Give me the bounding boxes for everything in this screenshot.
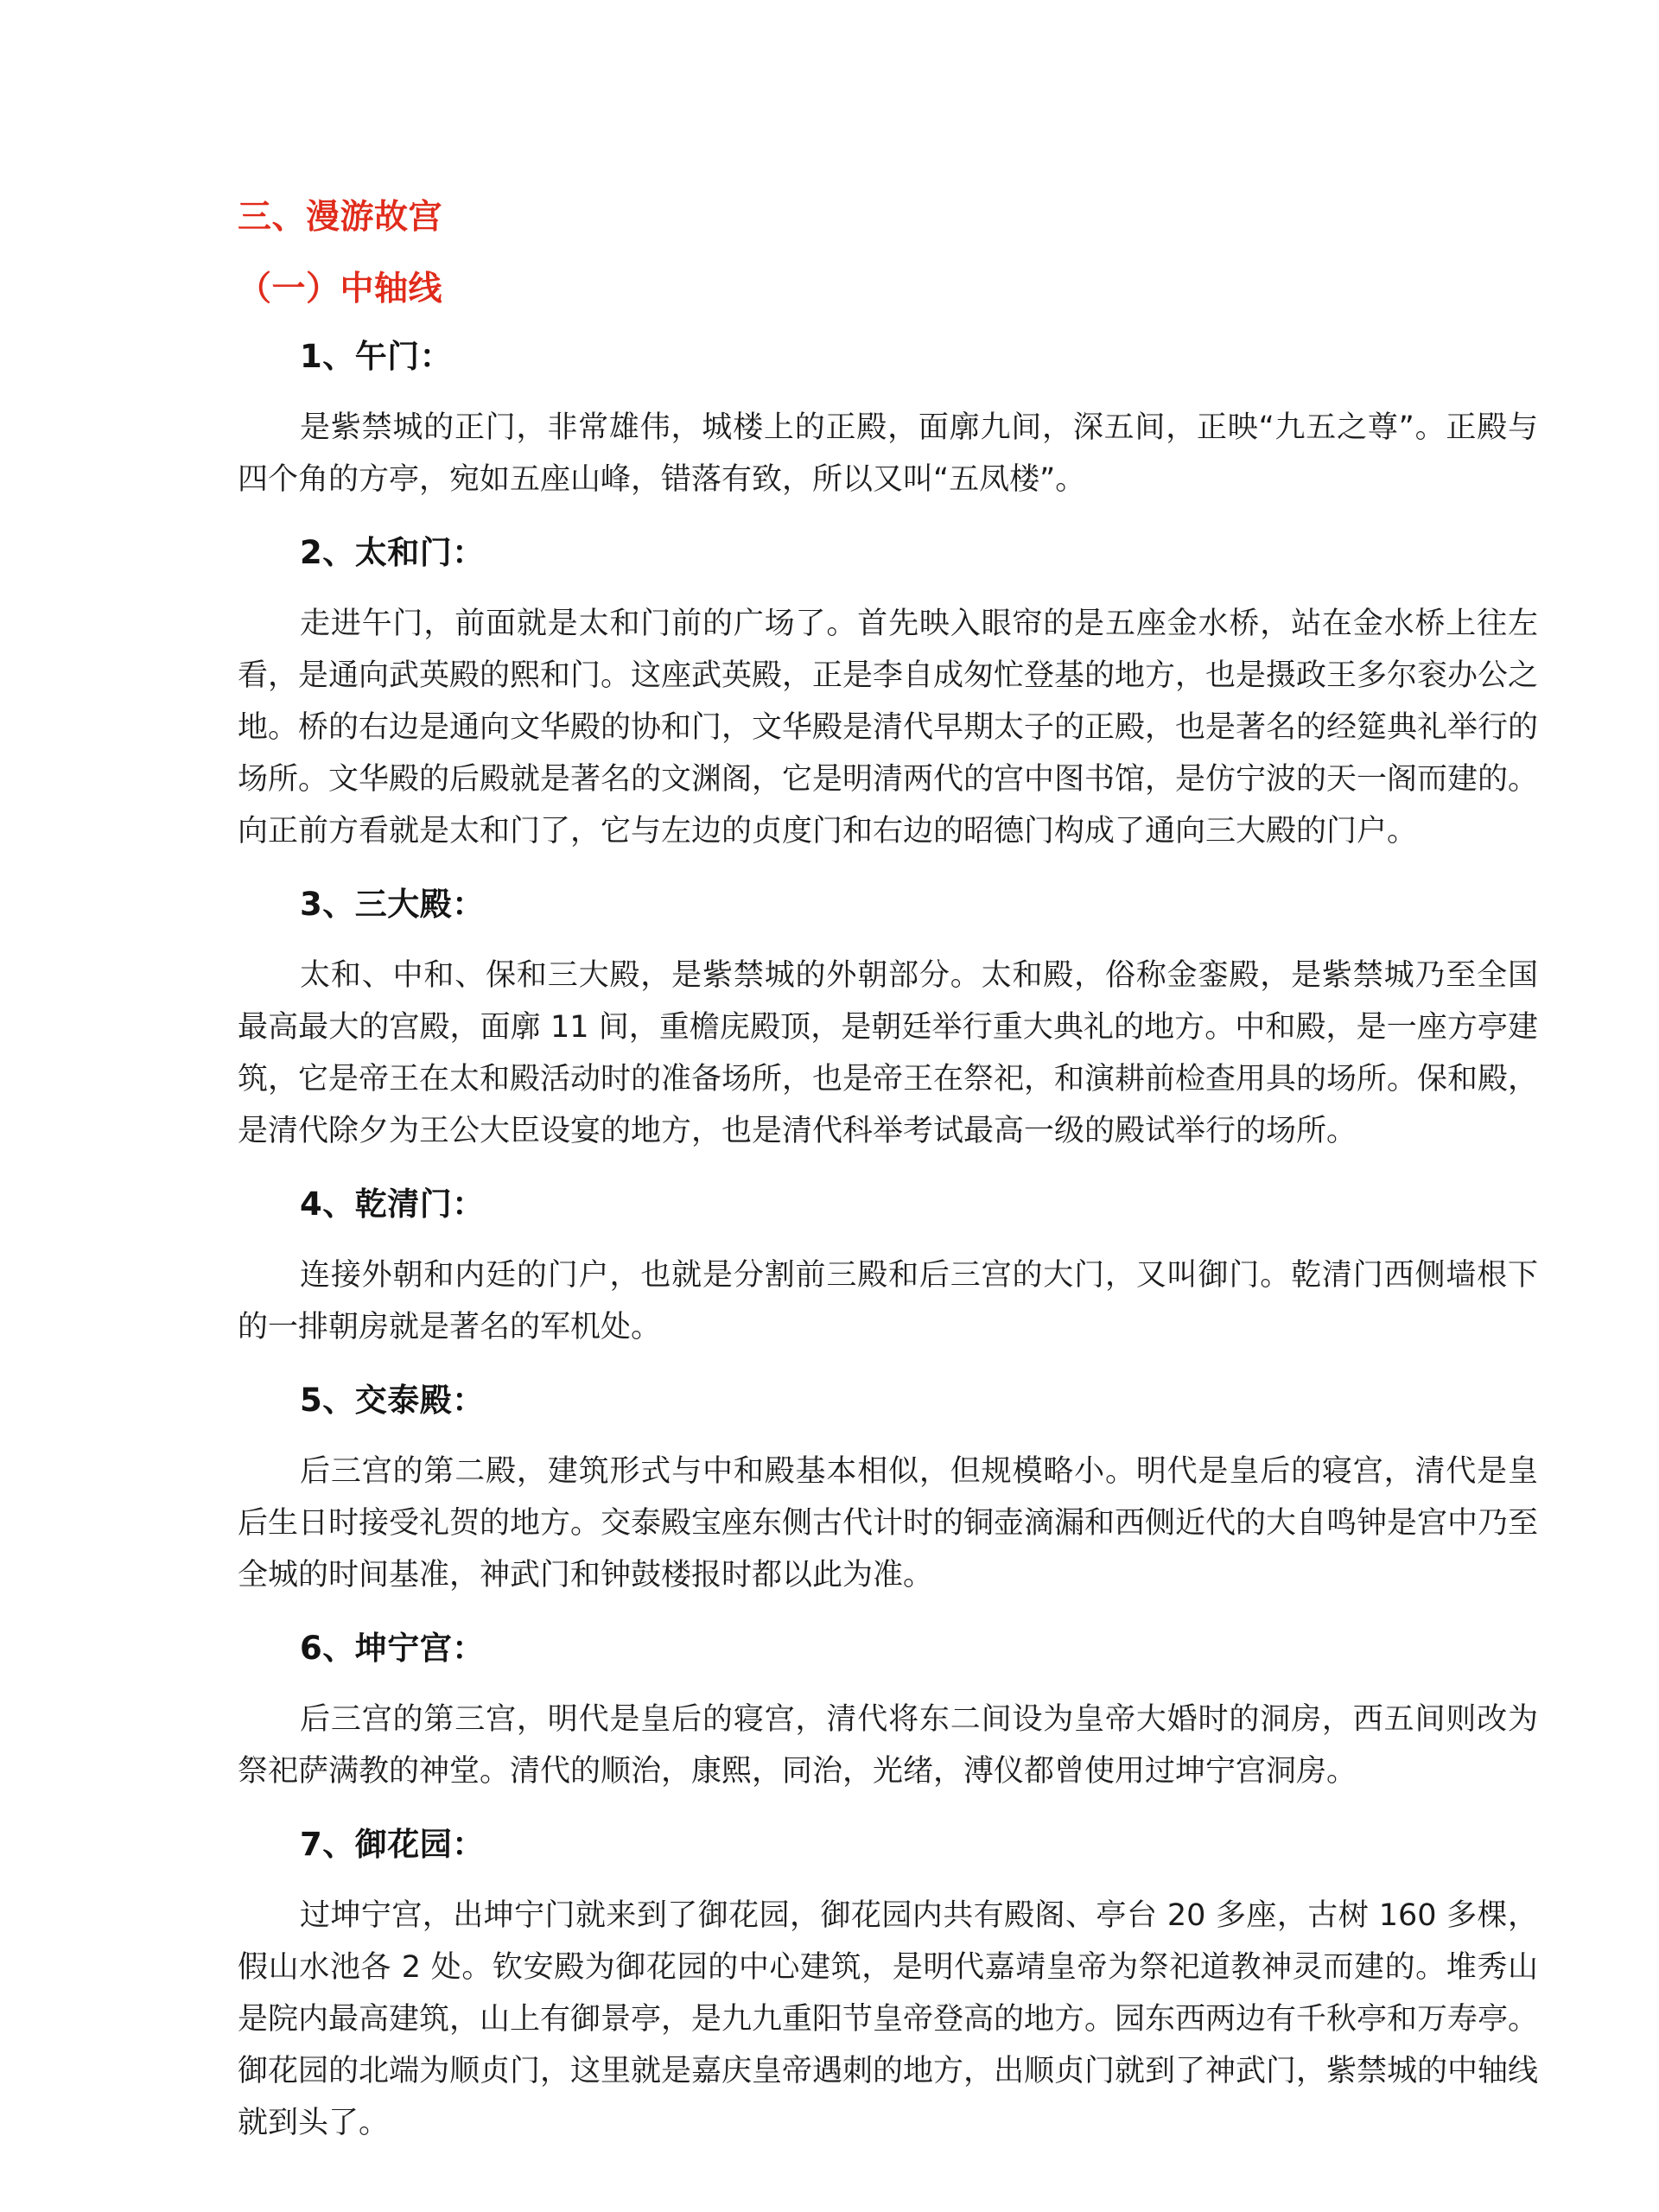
section-heading: （一）中轴线 [238, 270, 443, 308]
subsection-paragraph-4: 连接外朝和内廷的门户，也就是分割前三殿和后三宫的大门，又叫御门。乾清门西侧墙根下的一排朝房就是著名的军机处。 [238, 1258, 1538, 1344]
document-content [238, 200, 1538, 2149]
subsection-paragraph-7: 过坤宁宫，出坤宁门就来到了御花园，御花园内共有殿阁、亭台 20 多座，古树 160 多棵，假山水池各 2 处。钦安殿为御花园的中心建筑，是明代嘉靖皇帝为祭祀道教神灵而建的。堆秀山是院内最高建筑，山上有御景亭，是九九重阳节皇帝登高的地方。园东西两边有千秋亭和万寿亭。御花园的北端为顺贞门，这里就是嘉庆皇帝遇刺的地方，出顺贞门就到了神武门，紫禁城的中轴线就到头了。 [238, 1898, 1539, 2140]
subsection-paragraph-5: 后三宫的第二殿，建筑形式与中和殿基本相似，但规模略小。明代是皇后的寝宫，清代是皇后生日时接受礼贺的地方。交泰殿宝座东侧古代计时的铜壶滴漏和西侧近代的大自鸣钟是宫中乃至全城的时间基准，神武门和钟鼓楼报时都以此为准。 [238, 1454, 1539, 1592]
subsection-heading-4: 4、乾清门： [300, 1185, 485, 1223]
subsection-paragraph-3: 太和、中和、保和三大殿，是紫禁城的外朝部分。太和殿，俗称金銮殿，是紫禁城乃至全国最高最大的宫殿，面廓 11 间，重檐庑殿顶，是朝廷举行重大典礼的地方。中和殿，是一座方亭建筑，它是帝王在太和殿活动时的准备场所，也是帝王在祭祀，和演耕前检查用具的场所。保和殿，是清代除夕为王公大臣设宴的地方，也是清代科举考试最高一级的殿试举行的场所。 [238, 958, 1539, 1148]
subsection-heading-6: 6、坤宁宫： [300, 1630, 485, 1667]
chapter-heading: 三、漫游故宫 [238, 198, 443, 237]
subsection-paragraph-6: 后三宫的第三宫，明代是皇后的寝宫，清代将东二间设为皇帝大婚时的洞房，西五间则改为祭祀萨满教的神堂。清代的顺治，康熙，同治，光绪，溥仪都曾使用过坤宁宫洞房。 [238, 1702, 1538, 1789]
subsection-heading-1: 1、午门： [300, 338, 453, 375]
subsection-heading-3: 3、三大殿： [300, 886, 485, 923]
subsection-paragraph-1: 是紫禁城的正门，非常雄伟，城楼上的正殿，面廓九间，深五间，正映“九五之尊”。正殿与四个角的方亭，宛如五座山峰，错落有致，所以又叫“五凤楼”。 [238, 410, 1538, 497]
subsection-heading-5: 5、交泰殿： [300, 1382, 485, 1419]
subsection-heading-7: 7、御花园： [300, 1826, 485, 1863]
subsection-paragraph-2: 走进午门，前面就是太和门前的广场了。首先映入眼帘的是五座金水桥，站在金水桥上往左看，是通向武英殿的熙和门。这座武英殿，正是李自成匆忙登基的地方，也是摄政王多尔衮办公之地。桥的右边是通向文华殿的协和门，文华殿是清代早期太子的正殿，也是著名的经筵典礼举行的场所。文华殿的后殿就是著名的文渊阁，它是明清两代的宫中图书馆，是仿宁波的天一阁而建的。向正前方看就是太和门了，它与左边的贞度门和右边的昭德门构成了通向三大殿的门户。 [238, 607, 1539, 849]
subsection-heading-2: 2、太和门： [300, 534, 485, 571]
